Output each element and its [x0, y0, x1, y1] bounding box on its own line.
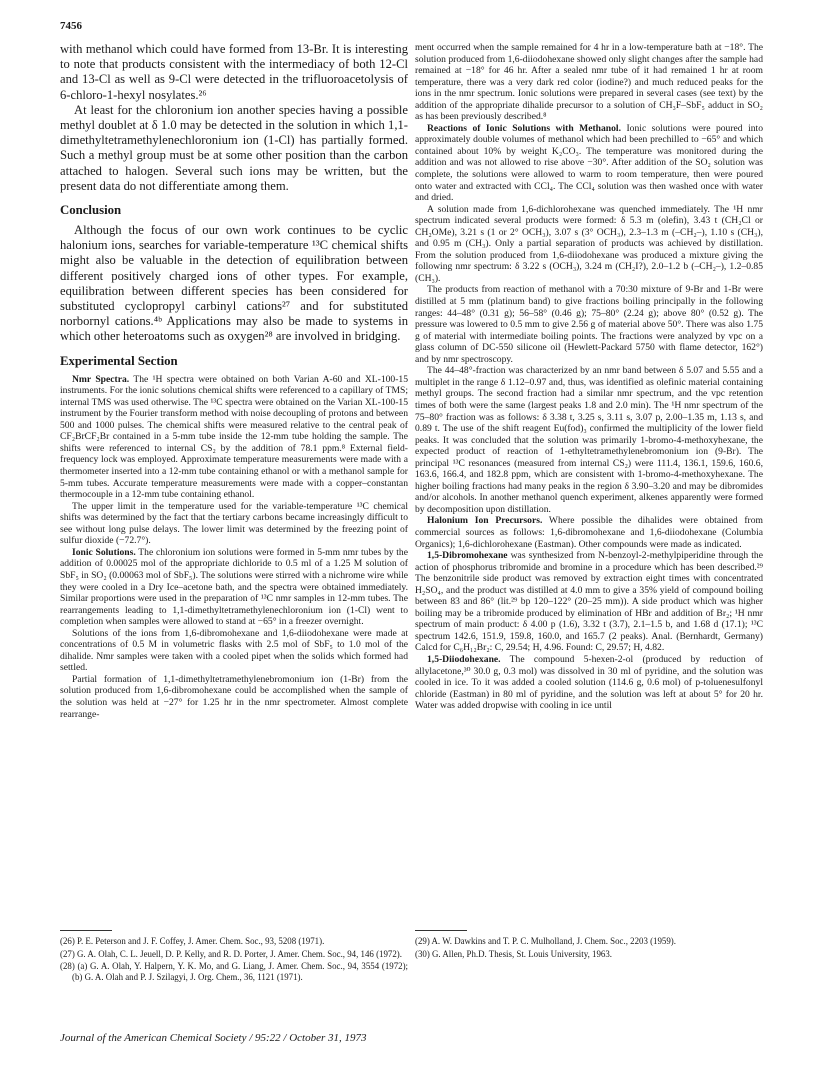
body-paragraph	[60, 674, 408, 720]
conclusion-paragraph: Although the focus of our own work continues to be cyclic halonium ions, searches for variable-temperature ¹³C chemical shifts might also be valuable in the detection of equilibration between different positively charged ions of other types. For example, equilibration between different species has been considered for substituted cyclopropyl carbinyl cations²⁷ and for substituted norbornyl cations.⁴ᵇ Applications may also be made to systems in which other heteroatoms such as oxygen²⁸ are involved in bridging.	[60, 223, 408, 344]
footnote-rule	[415, 930, 467, 931]
footnote-list	[415, 936, 763, 959]
body-paragraph	[60, 501, 408, 547]
footnote-rule	[60, 930, 112, 931]
paragraph-text: Where possible the dihalides were obtained from commercial sources as follows: 1,6-dibromohexane and 1,6-diiodohexane (Columbia Organics); 1,6-dichlorohexane (Eastman). Other compounds were made as indicated.	[415, 515, 763, 550]
run-in-heading: 1,5-Dibromohexane	[427, 550, 508, 562]
paragraph-text: ment occurred when the sample remained for 4 hr in a low-temperature bath at −18°. The solution produced from 1,6-diiodohexane showed only slight changes after the sample had remained at −18° for 46 hr. After a sealed nmr tube of it had remained 1 hr at room temperature, there was a very dark red color (iodine?) and much reduced peaks for the ions in the nmr spectrum. Ionic solutions were prepared in several cases (see text) by the addition of the appropriate dihalide precursor to a solution of CH₃F–SbF₅ adduct in SO₂ as has been previously described.⁸	[415, 42, 763, 123]
paragraph-text: Ionic solutions were poured into approximately double volumes of methanol which had been prechilled to −65° and which contained about 10% by weight K₂CO₃. The temperature was monitored during the addition and was not allowed to rise above −30°. After addition of the SO₂ solution was complete, the solutions were allowed to warm to room temperature, then were poured onto water and extracted with CCl₄. The CCl₄ solution was then washed once with water and dried.	[415, 122, 763, 204]
paragraph-text: A solution made from 1,6-dichlorohexane was quenched immediately. The ¹H nmr spectrum indicated several products were formed: δ 5.3 m (olefin), 3.43 t (CH₂Cl or CH₂OMe), 3.21 s (1 or 2° OCH₃), 3.07 s (3° OCH₃), 2.3–1.3 m (–CH₂–), 1.10 s (CH₃), and 0.95 m (CH₃). Only a partial separation of products was achieved by distillation. From the solution produced from 1,6-diiodohexane was produced a mixture giving the following nmr spectrum: δ 3.22 s (OCH₃), 3.24 m (CH₂I?), 2.0–1.2 b (–CH₂–), 1.2–0.85 (CH₃).	[415, 203, 763, 284]
conclusion-heading: Conclusion	[60, 203, 122, 218]
footnote: (28) (a) G. A. Olah, Y. Halpern, Y. K. Mo, and G. Liang, J. Amer. Chem. Soc., 94, 3554 (1972); (b) G. A. Olah and P. J. Szilagyi, J. Org. Chem., 36, 1121 (1971).	[60, 961, 408, 982]
experimental-section	[60, 374, 408, 720]
paragraph-text: The ¹H spectra were obtained on both Varian A-60 and XL-100-15 instruments. For the ionic solutions chemical shifts were referenced to a capillary of TMS; internal TMS was used otherwise. The ¹³C spectra were obtained on the Varian XL-100-15 instrument by the Fourier transform method with noise decoupling of protons and between 500 and 1000 pulses. The chemical shifts were measured relative to the central peak of CF₂BrCF₂Br contained in a 5-mm tube inside the 12-mm tube holding the sample. The shifts were referenced to internal CS₂ by the addition of 78.1 ppm.⁸ External field-frequency lock was employed. Approximate temperature measurements were made with a thermometer inserted into a 12-mm tube containing ethanol or with a methanol sample for 5-mm tubes. Accurate temperature measurements were made with a copper–constantan thermocouple in a 12-mm tube containing ethanol.	[60, 373, 408, 501]
footnotes-left	[60, 930, 408, 984]
run-in-heading: 1,5-Diiodohexane.	[427, 653, 501, 665]
footnote: (27) G. A. Olah, C. L. Jeuell, D. P. Kelly, and R. D. Porter, J. Amer. Chem. Soc., 94, 146 (1972).	[60, 948, 402, 959]
paragraph-text: The 44–48°-fraction was characterized by an nmr band between δ 5.07 and 5.55 and a multiplet in the range δ 1.12–0.97 and, thus, was identified as olefinic material containing methyl groups. The second fraction had a similar nmr spectrum, and the vpc retention times of both were the same (largest peaks 1.8 and 2.0 min). The ¹H nmr spectrum of the 75–80° fraction was as follows: δ 3.38 t, 3.25 s, 3.11 s, 3.07 p, 2.00–1.35 m, 1.13 s, and 0.89 t. The use of the shift reagent Eu(fod)₃ confirmed the multiplicity of the lower field peaks. It was concluded that the solution was primarily 1-bromo-4-methoxyhexane, the expected product of reaction of 1-ethyltetramethylenebromonium ion (9-Br). The principal ¹³C resonances (measured from internal CS₂) were 111.4, 136.1, 159.6, 160.6, 163.6, 166.4, and 182.8 ppm, which are consistent with 1-bromo-4-methoxyhexane. The higher boiling fractions had many peaks in the region δ 3.90–3.20 and may be dibromides and/or alcohols. In another methanol quench experiment, alkenes apparently were formed by decomposition upon distillation.	[415, 365, 763, 515]
page-number: 7456	[60, 20, 82, 32]
body-paragraph	[60, 628, 408, 674]
run-in-heading: Ionic Solutions.	[72, 546, 136, 558]
paragraph-text: The products from reaction of methanol with a 70:30 mixture of 9-Br and 1-Br were distilled at 5 mm (platinum band) to give fractions boiling principally in the following ranges: 44–48° (0.31 g); 56–58° (0.46 g); 75–80° (2.24 g); above 80° (0.52 g). The pressure was lowered to 0.5 mm to give 2.56 g of material above 50°. There was also 1.75 g of material with intermediate boiling points. The fractions were analyzed by vpc on a glass column of DC-550 silicone oil (Hewlett-Packard 5750 with flame detector, 162°) and by nmr spectroscopy.	[415, 284, 763, 365]
body-paragraph	[415, 654, 763, 712]
body-paragraph	[415, 365, 763, 515]
left-column	[60, 42, 408, 720]
body-paragraph	[415, 284, 763, 365]
paragraph-text: The chloronium ion solutions were formed in 5-mm nmr tubes by the addition of 0.00025 mol of the appropriate dichloride to 0.5 ml of a 1.25 M solution of SbF₅ in SO₂ (0.00063 mol of SbF₅). The solutions were stirred with a nichrome wire while they were cooled in a Dry Ice–acetone bath, and the spectra were obtained immediately. Similar proportions were used in the preparation of ¹³C nmr samples in 12-mm tubes. The rearrangements leading to 1,1-dimethyltetramethylenechloronium ion (1-Cl) went to completion when samples were allowed to stand at −65° in a freezer overnight.	[60, 546, 409, 628]
experimental-heading: Experimental Section	[60, 353, 178, 368]
body-paragraph	[415, 515, 763, 550]
experimental-continued	[415, 42, 763, 712]
paragraph-text: Partial formation of 1,1-dimethyltetramethylenebromonium ion (1-Br) from the solution produced from 1,6-dibromohexane could be accomplished when the sample of the solution was held at −27° for 1.25 hr in the nmr spectrometer. Almost complete rearrange-	[60, 673, 408, 720]
run-in-heading: Halonium Ion Precursors.	[427, 515, 543, 527]
run-in-heading: Nmr Spectra.	[72, 373, 130, 385]
body-paragraph	[415, 42, 763, 123]
body-paragraph	[60, 374, 408, 501]
run-in-heading: Reactions of Ionic Solutions with Methanol.	[427, 122, 621, 134]
body-paragraph	[60, 547, 408, 628]
paragraph-text: was synthesized from N-benzoyl-2-methylpiperidine through the action of phosphorus tribromide and bromine in a procedure which has been described.²⁹ The benzonitrile side product was removed by extraction eight times with concentrated H₂SO₄, and the product was distilled at 4.0 mm to give a 35% yield of compound boiling between 83 and 86° (lit.²⁹ bp 120–122° (20–25 mm)). A side product which was higher boiling may be a tribromide produced by elimination of HBr and addition of Br₂; ¹H nmr spectrum of main product: δ 4.00 p (1.6), 3.32 t (3.7), 2.1–1.5 b, and 1.68 d (17.1); ¹³C spectrum 142.6, 151.9, 159.8, 160.0, and 165.7 (2 peaks). Anal. (Bernhardt, Germany) Calcd for C₆H₁₂Br₂: C, 29.54; H, 4.96. Found: C, 29.57; H, 4.82.	[415, 550, 763, 654]
footnote: (26) P. E. Peterson and J. F. Coffey, J. Amer. Chem. Soc., 93, 5208 (1971).	[60, 936, 325, 946]
body-paragraph	[415, 550, 763, 654]
footnote-list	[60, 936, 408, 982]
footnote: (30) G. Allen, Ph.D. Thesis, St. Louis University, 1963.	[415, 948, 612, 959]
paragraph-text: Solutions of the ions from 1,6-dibromohexane and 1,6-diiodohexane were made at concentrations of 0.5 M in volumetric flasks with 2.5 mol of SbF₅ to 1.0 mol of the dihalide. Nmr samples were taken with a cooled pipet when the solids which formed had settled.	[60, 627, 408, 674]
footnote: (29) A. W. Dawkins and T. P. C. Mulholland, J. Chem. Soc., 2203 (1959).	[415, 936, 676, 946]
body-paragraph	[415, 123, 763, 204]
paragraph-text: The upper limit in the temperature used for the variable-temperature ¹³C chemical shifts was determined by the fact that the tertiary carbons became increasingly difficult to see without long pulse delays. The lower limit was determined by the freezing point of sulfur dioxide (−72.7°).	[60, 500, 408, 547]
footnotes-right	[415, 930, 763, 961]
body-paragraph	[415, 204, 763, 285]
body-paragraph: with methanol which could have formed from 13-Br. It is interesting to note that products consistent with the intermediacy of both 12-Cl and 13-Cl as well as 9-Cl were detected in the trifluoroacetolysis of 6-chloro-1-hexyl nosylates.²⁶	[60, 42, 408, 102]
body-paragraph: At least for the chloronium ion another species having a possible methyl doublet at δ 1.0 may be detected in the solution in which 1,1-dimethyltetramethylenechloronium ion (1-Cl) has partially formed. Such a methyl group must be at some other position than the carbon attached to halogen. Several such ions may be written, but the present data do not differentiate among them.	[60, 102, 408, 193]
right-column	[415, 42, 763, 712]
journal-footer: Journal of the American Chemical Society / 95:22 / October 31, 1973	[60, 1032, 367, 1044]
paragraph-text: The compound 5-hexen-2-ol (produced by reduction of allylacetone,³⁰ 30.0 g, 0.3 mol) was dissolved in 30 ml of pyridine, and the solution was cooled in ice. To it was added a cooled solution (114.6 g, 0.6 mol) of p-toluenesulfonyl chloride (Eastman) in 80 ml of pyridine, and the solution was left at about 5° for 20 hr. Water was added dropwise with cooling in ice until	[415, 653, 763, 712]
